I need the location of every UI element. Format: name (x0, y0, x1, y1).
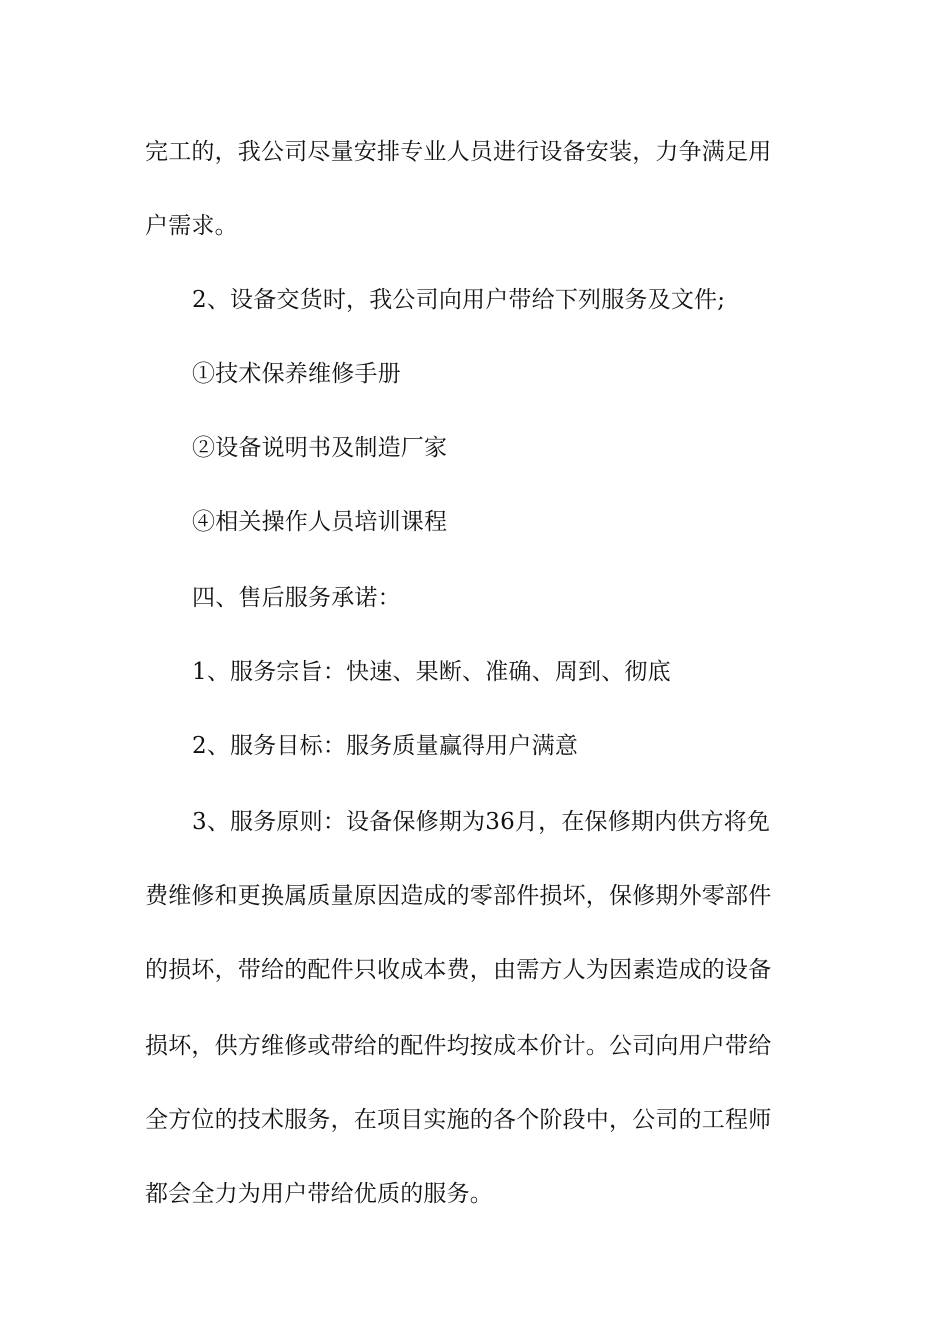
section-heading: 四、售后服务承诺： (192, 585, 401, 611)
paragraph-line: 损坏，供方维修或带给的配件均按成本价计。公司向用户带给 (145, 1033, 772, 1059)
paragraph-line: 完工的，我公司尽量安排专业人员进行设备安装，力争满足用 (145, 139, 772, 165)
paragraph-line: 3、服务原则：设备保修期为36月，在保修期内供方将免 (192, 809, 771, 835)
paragraph-line: 1、服务宗旨：快速、果断、准确、周到、彻底 (192, 659, 671, 685)
list-item: ①技术保养维修手册 (192, 361, 401, 387)
paragraph-line: 的损坏，带给的配件只收成本费，由需方人为因素造成的设备 (145, 957, 772, 983)
list-item: ④相关操作人员培训课程 (192, 509, 448, 535)
paragraph-line: 费维修和更换属质量原因造成的零部件损坏，保修期外零部件 (145, 883, 772, 909)
paragraph-line: 2、设备交货时，我公司向用户带给下列服务及文件; (192, 287, 726, 313)
list-item: ②设备说明书及制造厂家 (192, 435, 448, 461)
paragraph-line: 户需求。 (145, 213, 238, 239)
paragraph-line: 2、服务目标：服务质量赢得用户满意 (192, 733, 579, 759)
paragraph-line: 都会全力为用户带给优质的服务。 (145, 1181, 493, 1207)
paragraph-line: 全方位的技术服务，在项目实施的各个阶段中，公司的工程师 (145, 1107, 772, 1133)
